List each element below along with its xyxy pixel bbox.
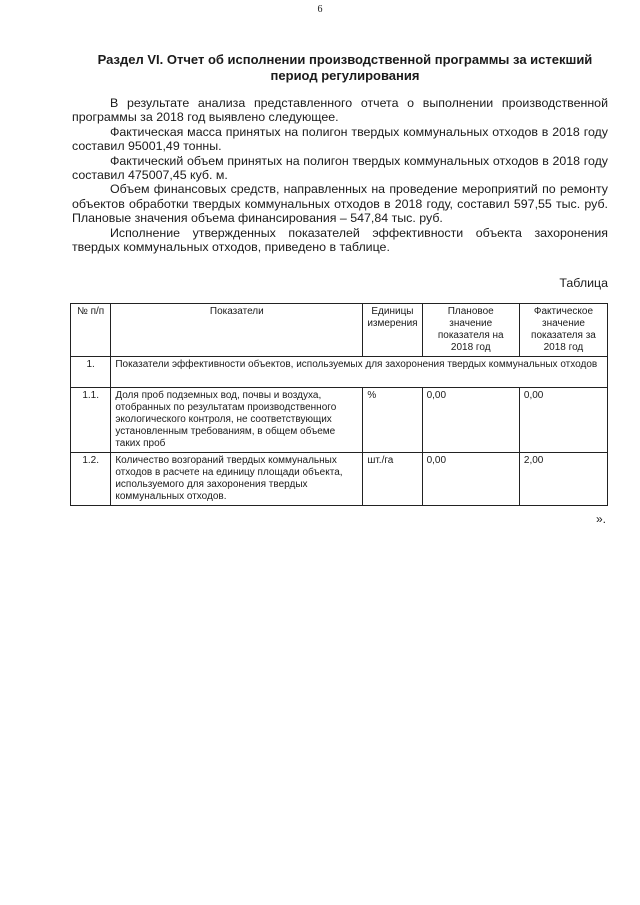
- paragraph-mass: Фактическая масса принятых на полигон твердых коммунальных отходов в 2018 году составил 95001,49 тонны.: [72, 124, 608, 154]
- row-unit: шт./га: [363, 453, 422, 506]
- row-plan: 0,00: [422, 453, 519, 506]
- header-num: № п/п: [71, 304, 111, 357]
- header-unit: Единицы измерения: [363, 304, 422, 357]
- group-label: Показатели эффективности объектов, используемых для захоронения твердых коммунальных отходов: [111, 357, 608, 388]
- table-header-row: [71, 304, 608, 357]
- table-group-row: [71, 357, 608, 388]
- group-num: 1.: [71, 357, 111, 388]
- page-number: 6: [317, 4, 323, 15]
- table-caption: Таблица: [559, 276, 608, 290]
- row-fact: 0,00: [519, 388, 607, 453]
- row-indicator: Количество возгораний твердых коммунальных отходов в расчете на единицу площади объекта, используемого для захоронения твердых коммунальных отходов.: [111, 453, 363, 506]
- row-num: 1.1.: [71, 388, 111, 453]
- header-fact: Фактическое значение показателя за 2018 год: [519, 304, 607, 357]
- header-indicator: Показатели: [111, 304, 363, 357]
- paragraph-table-intro: Исполнение утвержденных показателей эффективности объекта захоронения твердых коммунальных отходов, приведено в таблице.: [72, 225, 608, 255]
- paragraph-volume: Фактический объем принятых на полигон твердых коммунальных отходов в 2018 году составил 475007,45 куб. м.: [72, 153, 608, 183]
- table-row: [71, 388, 608, 453]
- header-plan: Плановое значение показателя на 2018 год: [422, 304, 519, 357]
- section-title: Раздел VI. Отчет об исполнении производственной программы за истекший период регулирования: [97, 52, 593, 83]
- paragraph-analysis: В результате анализа представленного отчета о выполнении производственной программы за 2018 год выявлено следующее.: [72, 96, 608, 125]
- row-plan: 0,00: [422, 388, 519, 453]
- row-fact: 2,00: [519, 453, 607, 506]
- row-indicator: Доля проб подземных вод, почвы и воздуха, отобранных по результатам производственного экологического контроля, не соответствующих установленным требованиям, в общем объеме таких проб: [111, 388, 363, 453]
- row-unit: %: [363, 388, 422, 453]
- body-text: [72, 96, 608, 254]
- closing-quote: ».: [595, 512, 606, 526]
- row-num: 1.2.: [71, 453, 111, 506]
- indicators-table: [70, 303, 608, 506]
- paragraph-finance: Объем финансовых средств, направленных на проведение мероприятий по ремонту объектов обработки твердых коммунальных отходов в 2018 году, составил 597,55 тыс. руб. Плановые значения объема финансирования – 547,84 тыс. руб.: [72, 182, 608, 226]
- table-row: [71, 453, 608, 506]
